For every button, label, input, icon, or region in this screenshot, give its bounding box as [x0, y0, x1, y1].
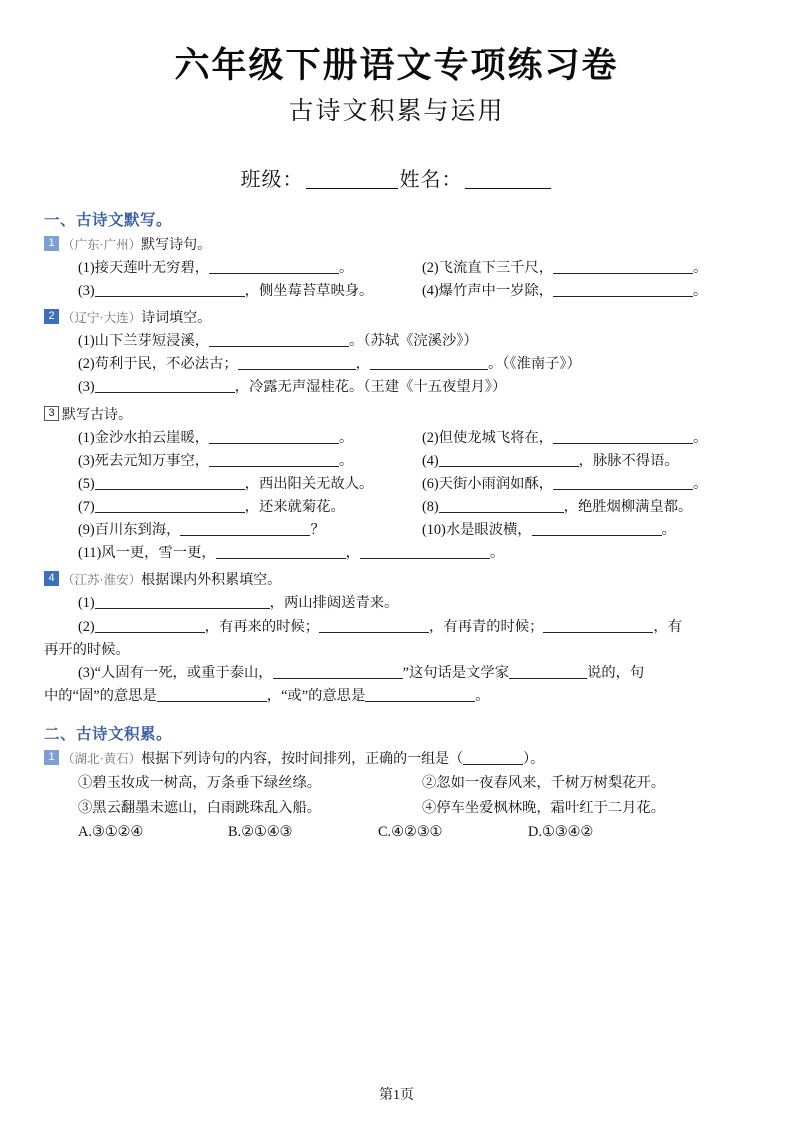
question-text: 根据下列诗句的内容，按时间排列，正确的一组是（: [141, 752, 464, 768]
question-1-1-row-2: [44, 280, 749, 303]
item-number: (1): [78, 259, 95, 276]
blank-item: [78, 427, 422, 450]
item-number: (6): [422, 475, 439, 492]
question-number-badge: 1: [44, 750, 59, 765]
question-1-2-row-2: [44, 353, 749, 376]
question-1-3-header: [44, 405, 749, 426]
item-text: ，还来就菊花。: [244, 499, 345, 515]
answer-blank[interactable]: [209, 259, 339, 274]
item-number: (8): [422, 499, 439, 515]
item-text: 接天莲叶无穷碧，: [94, 259, 210, 276]
answer-blank[interactable]: [439, 498, 564, 513]
question-1-4-row-2-cont: [44, 639, 749, 662]
item-text: ，冷露无声湿桂花。（王建《十五夜望月》）: [234, 379, 507, 396]
item-text: 风一更，雪一更，: [101, 545, 216, 562]
answer-blank[interactable]: [95, 282, 245, 297]
class-input-blank[interactable]: [306, 188, 398, 189]
item-tail: 。: [489, 545, 505, 562]
answer-blank[interactable]: [439, 452, 579, 467]
item-number: (1): [78, 333, 95, 350]
name-label: 姓名：: [399, 168, 463, 191]
item-number: (3): [78, 452, 95, 469]
question-1-4-row-3: [44, 662, 749, 685]
item-number: (10): [422, 522, 446, 539]
item-text: 说的，句: [587, 664, 645, 681]
question-1-1-header: [44, 235, 749, 256]
answer-blank[interactable]: [509, 664, 587, 679]
poem-lines-row-1: [44, 771, 749, 795]
poem-line: ②忽如一夜春风来，千树万树梨花开。: [422, 775, 666, 792]
item-text: 金沙水拍云崖暖，: [94, 429, 210, 446]
item-text: 水是眼波横，: [445, 522, 532, 539]
item-text: ，: [355, 356, 370, 373]
blank-item: [78, 519, 422, 542]
answer-blank[interactable]: [365, 687, 475, 702]
item-text: 山下兰芽短浸溪，: [94, 333, 210, 350]
answer-blank[interactable]: [360, 544, 490, 559]
answer-blank[interactable]: [238, 355, 356, 370]
item-text: ，有再青的时候；: [429, 618, 544, 635]
class-label: 班级：: [240, 168, 304, 191]
item-text: 但使龙城飞将在，: [438, 429, 554, 446]
item-tail: 。: [693, 475, 708, 492]
answer-blank[interactable]: [95, 594, 270, 609]
item-text: “人固有一死，或重于泰山，: [94, 664, 273, 681]
item-text: 中的“固”的意思是: [44, 688, 157, 705]
question-1-3-row-2: [44, 450, 749, 473]
answer-blank[interactable]: [209, 452, 339, 467]
answer-blank[interactable]: [95, 618, 205, 633]
blank-item: [78, 257, 422, 280]
question-text-tail: ）。: [523, 752, 545, 768]
item-tail: 。: [661, 522, 676, 539]
name-input-blank[interactable]: [465, 188, 551, 189]
blank-item: [422, 280, 749, 303]
item-text: ，绝胜烟柳满皇都。: [563, 499, 693, 515]
item-text: 飞流直下三千尺，: [438, 259, 554, 276]
section-1-heading: 一、古诗文默写。: [44, 211, 173, 229]
item-tail: 。: [693, 429, 708, 446]
item-number: (1): [78, 429, 95, 446]
page-title: 六年级下册语文专项练习卷: [174, 46, 619, 85]
poem-line: ③黑云翻墨未遮山，白雨跳珠乱入船。: [78, 799, 322, 816]
item-number: (7): [78, 499, 95, 515]
answer-blank[interactable]: [553, 282, 693, 297]
choice-option-c[interactable]: C.④②③①: [378, 823, 443, 840]
item-number: (2): [78, 618, 95, 635]
question-number-badge: 2: [44, 309, 59, 324]
blank-item: [78, 496, 422, 519]
poem-line: ①碧玉妆成一树高，万条垂下绿丝绦。: [78, 775, 322, 792]
question-source: （湖北·黄石）: [62, 752, 142, 767]
answer-blank[interactable]: [95, 498, 245, 513]
choice-option-d[interactable]: D.①③④②: [528, 823, 594, 840]
question-number-badge: 3: [44, 406, 59, 421]
item-number: (3): [78, 379, 95, 396]
answer-blank[interactable]: [157, 687, 267, 702]
question-1-2-row-1: [44, 330, 749, 353]
section-2-heading: 二、古诗文积累。: [44, 726, 173, 744]
question-1-4-header: [44, 570, 749, 591]
answer-blank[interactable]: [543, 618, 653, 633]
question-source: （广东·广州）: [62, 237, 142, 252]
item-number: (9): [78, 522, 95, 539]
question-source: （辽宁·大连）: [62, 311, 142, 326]
blank-item: [78, 450, 422, 473]
question-text: 诗词填空。: [141, 311, 212, 327]
question-1-4-row-2: [44, 616, 749, 639]
answer-blank[interactable]: [180, 521, 310, 536]
item-text: ，有再来的时候；: [204, 618, 320, 635]
blank-item: [422, 496, 749, 519]
question-1-4-row-3-cont: [44, 685, 749, 708]
blank-item: [78, 473, 422, 496]
question-text: 默写古诗。: [62, 407, 132, 423]
poem-lines-row-2: [44, 796, 749, 820]
student-info-line: [44, 163, 749, 192]
choice-options: [44, 820, 749, 844]
item-tail: 。: [693, 259, 708, 276]
question-source: （江苏·淮安）: [62, 573, 142, 588]
item-text: 百川东到海，: [94, 522, 181, 539]
item-tail: 。: [339, 452, 354, 469]
item-text: ，两山排闼送青来。: [269, 595, 399, 612]
question-1-2-header: [44, 308, 749, 329]
item-number: (11): [78, 545, 102, 562]
blank-item: [422, 519, 749, 542]
answer-blank[interactable]: [95, 378, 235, 393]
answer-blank[interactable]: [273, 664, 403, 679]
item-text: 爆竹声中一岁除，: [438, 282, 554, 299]
answer-blank[interactable]: [319, 618, 429, 633]
question-1-3-row-6: [44, 542, 749, 565]
item-number: (2): [422, 429, 439, 446]
answer-blank[interactable]: [370, 355, 488, 370]
answer-blank[interactable]: [216, 544, 346, 559]
item-text: 死去元知万事空，: [94, 452, 210, 469]
item-number: (3): [78, 664, 95, 681]
question-1-1-row-1: [44, 257, 749, 280]
question-text: 根据课内外积累填空。: [141, 573, 282, 589]
poem-line: ④停车坐爱枫林晚，霜叶红于二月花。: [422, 799, 666, 816]
choice-option-b[interactable]: B.②①④③: [228, 823, 293, 840]
item-tail: 。: [339, 429, 354, 446]
page-footer: 第1页: [379, 1088, 414, 1103]
item-number: (4): [422, 452, 439, 469]
item-text: 再开的时候。: [44, 641, 130, 658]
item-text: ”这句话是文学家: [402, 664, 510, 681]
item-tail: 。（苏轼《浣溪沙》）: [349, 333, 478, 350]
item-text: 天街小雨润如酥，: [438, 475, 554, 492]
page-subtitle: 古诗文积累与运用: [288, 97, 505, 125]
item-tail: 。（《淮南子》）: [487, 356, 581, 373]
item-number: (1): [78, 595, 95, 612]
item-text: ，脉脉不得语。: [578, 452, 679, 469]
choice-option-a[interactable]: A.③①②④: [78, 823, 144, 840]
blank-item: [422, 427, 749, 450]
answer-blank[interactable]: [553, 475, 693, 490]
item-text: ，西出阳关无故人。: [244, 475, 374, 492]
question-1-2-row-3: [44, 376, 749, 399]
answer-blank[interactable]: [209, 332, 349, 347]
blank-item: [422, 473, 749, 496]
answer-blank[interactable]: [209, 429, 339, 444]
answer-blank[interactable]: [532, 521, 662, 536]
item-text: ，侧坐莓苔草映身。: [244, 282, 374, 299]
item-text: 苟利于民，不必法古；: [94, 356, 238, 373]
item-number: (5): [78, 475, 95, 492]
question-number-badge: 4: [44, 571, 59, 586]
question-text: 默写诗句。: [141, 237, 212, 253]
item-text: ，有: [653, 618, 683, 635]
question-number-badge: 1: [44, 236, 59, 251]
question-1-3-row-1: [44, 427, 749, 450]
blank-item: [422, 257, 749, 280]
item-tail: 。: [339, 259, 354, 276]
answer-blank[interactable]: [95, 475, 245, 490]
question-1-3-row-3: [44, 473, 749, 496]
item-text: ，“或”的意思是: [266, 688, 366, 705]
question-1-3-row-5: [44, 519, 749, 542]
blank-item: [78, 280, 422, 303]
blank-item: [422, 450, 749, 473]
item-number: (2): [422, 259, 439, 276]
answer-blank[interactable]: [463, 750, 523, 765]
item-number: (2): [78, 356, 95, 373]
answer-blank[interactable]: [553, 429, 693, 444]
item-number: (3): [78, 282, 95, 299]
answer-blank[interactable]: [553, 259, 693, 274]
question-2-1-header: [44, 749, 749, 770]
item-number: (4): [422, 282, 439, 299]
item-text: 。: [475, 688, 490, 705]
item-text: ，: [345, 545, 360, 562]
question-1-4-row-1: [44, 592, 749, 615]
question-1-3-row-4: [44, 496, 749, 519]
item-tail: 。: [693, 282, 708, 299]
item-tail: ？: [310, 522, 325, 539]
